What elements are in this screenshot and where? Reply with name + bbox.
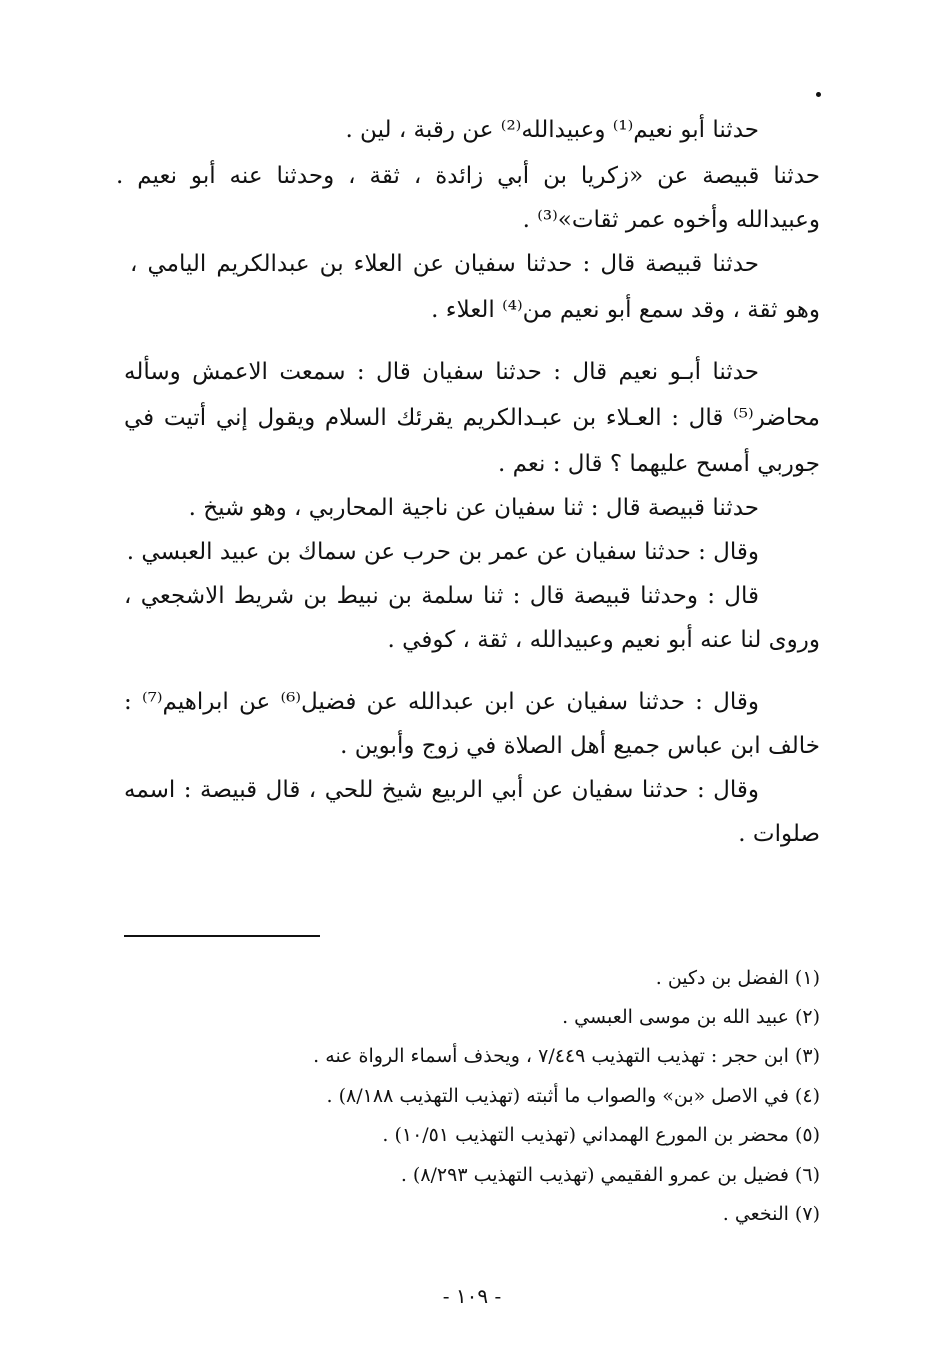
body-line: حدثنا قبيصة عن «زكريا بن أبي زائدة ، ثقة ، وحدثنا عنه أبو نعيم . xyxy=(116,163,820,189)
body-line: وقال : حدثنا سفيان عن عمر بن حرب عن سماك بن عبيد العبسي . xyxy=(126,539,759,565)
body-line: حدثنا قبيصة قال : ثنا سفيان عن ناجية المحاربي ، وهو شيخ . xyxy=(188,495,759,521)
body-line: حدثنا أبو نعيم⁽¹⁾ وعبيدالله⁽²⁾ عن رقبة ، لين . xyxy=(345,117,759,143)
footnote: (٢) عبيد الله بن موسى العبسي . xyxy=(562,1006,820,1028)
footnote: (٥) محضر بن المورع الهمداني (تهذيب التهذيب ١٠/٥١) . xyxy=(382,1124,820,1146)
body-line: حدثنا قبيصة قال : حدثنا سفيان عن العلاء بن عبدالكريم اليامي ، xyxy=(130,251,759,277)
body-line: محاضر⁽⁵⁾ قال : العـلاء بن عبـدالكريم يقرئك السلام ويقول إني أتيت في xyxy=(124,405,820,431)
footnote: (١) الفضل بن دكين . xyxy=(655,967,820,989)
body-line: وهو ثقة ، وقد سمع أبو نعيم من⁽⁴⁾ العلاء . xyxy=(431,297,820,323)
body-line: وقال : حدثنا سفيان عن أبي الربيع شيخ للحي ، قال قبيصة : اسمه xyxy=(124,777,759,803)
footnote: (٣) ابن حجر : تهذيب التهذيب ٧/٤٤٩ ، ويحذف أسماء الرواة عنه . xyxy=(313,1045,820,1067)
body-line: وقال : حدثنا سفيان عن ابن عبدالله عن فضيل⁽⁶⁾ عن ابراهيم⁽⁷⁾ : xyxy=(124,689,759,715)
footnote: (٧) النخعي . xyxy=(722,1203,820,1225)
body-line: خالف ابن عباس جميع أهل الصلاة في زوج وأبوين . xyxy=(340,733,820,759)
body-line: جوربي أمسح عليهما ؟ قال : نعم . xyxy=(498,451,820,477)
footnote-separator xyxy=(124,935,320,937)
body-line: وروى لنا عنه أبو نعيم وعبيدالله ، ثقة ، كوفي . xyxy=(387,627,820,653)
footnote: (٦) فضيل بن عمرو الفقيمي (تهذيب التهذيب ٨/٢٩٣) . xyxy=(400,1164,820,1186)
page-dot-mark xyxy=(816,92,821,97)
body-line: قال : وحدثنا قبيصة قال : ثنا سلمة بن نبيط بن شريط الاشجعي ، xyxy=(124,583,759,609)
body-line: وعبيدالله وأخوه عمر ثقات»⁽³⁾ . xyxy=(522,207,820,233)
page-number: - ١٠٩ - xyxy=(442,1284,502,1308)
footnote: (٤) في الاصل «بن» والصواب ما أثبته (تهذيب التهذيب ٨/١٨٨) . xyxy=(326,1085,820,1107)
body-line: حدثنا أبـو نعيم قال : حدثنا سفيان قال : سمعت الاعمش وسأله xyxy=(124,359,759,385)
body-line: صلوات . xyxy=(738,821,820,847)
